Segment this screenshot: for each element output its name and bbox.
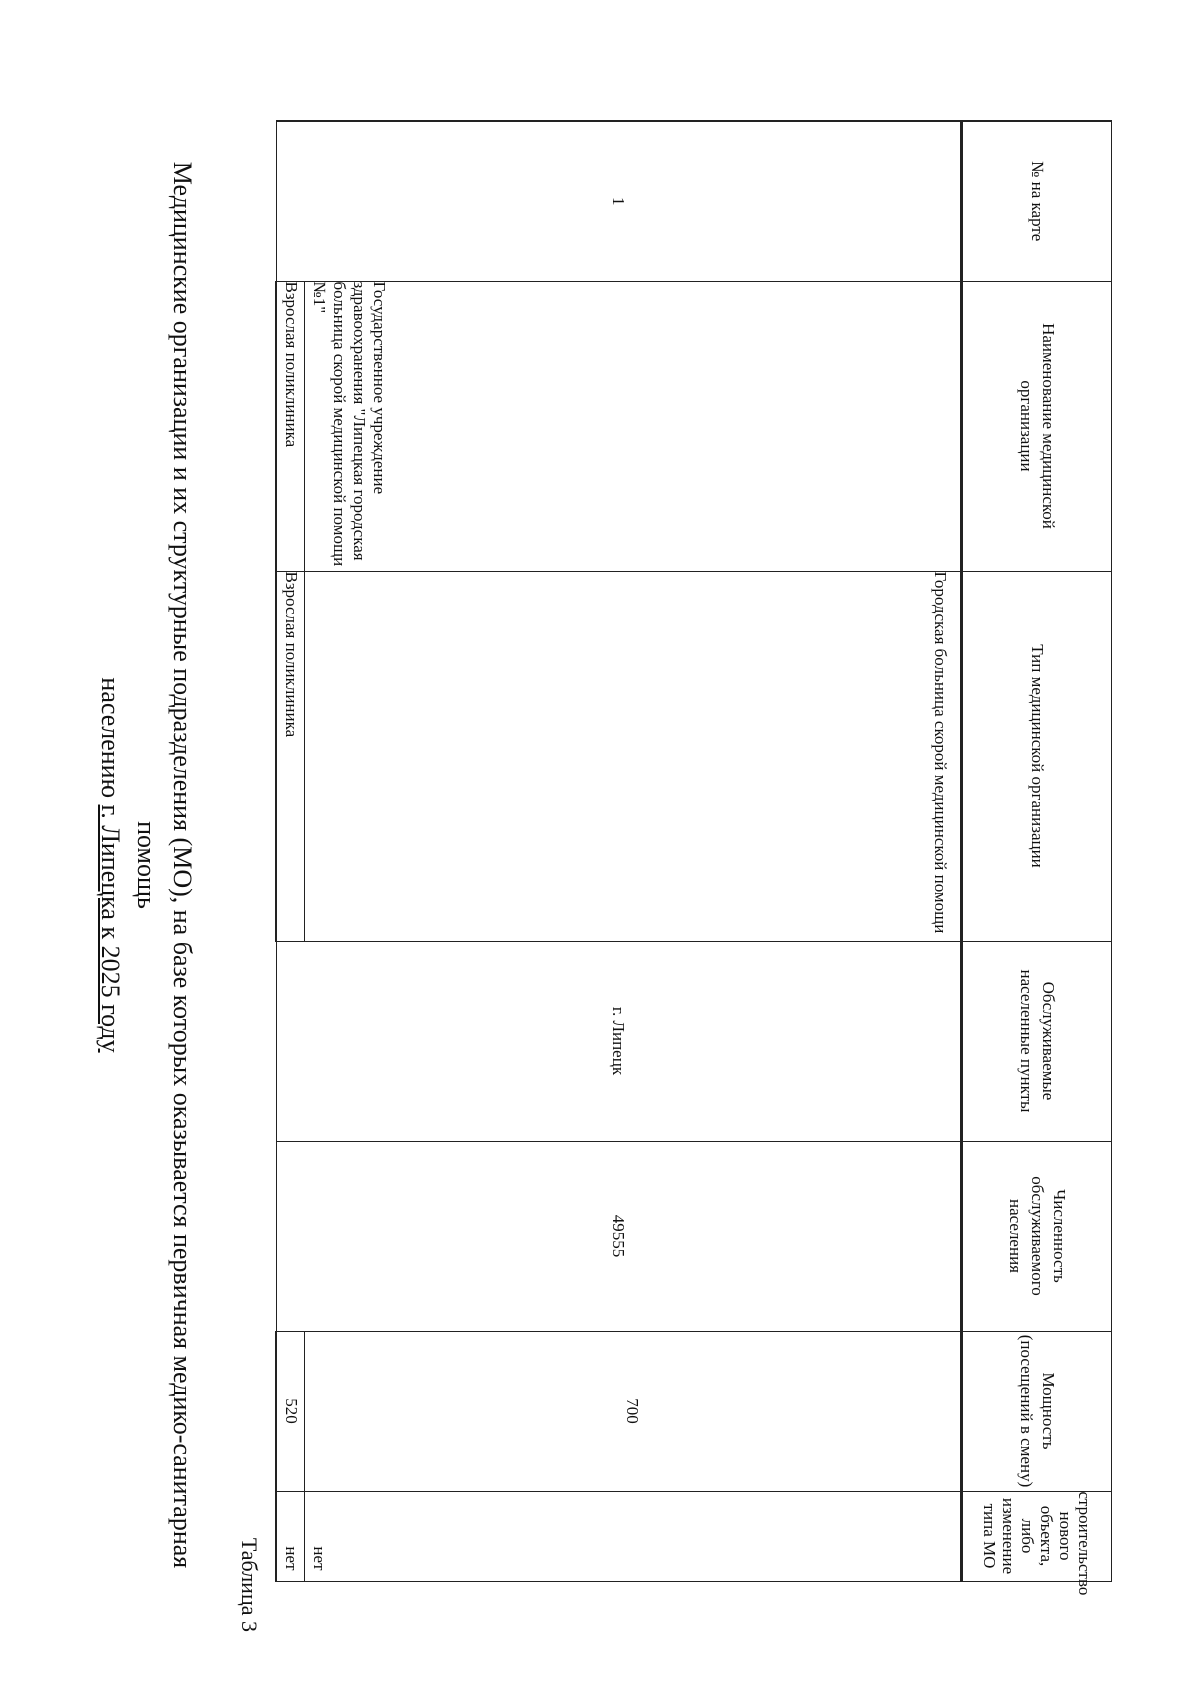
cell-org-type: Городская больница скорой медицинской помощи bbox=[305, 571, 962, 941]
col-header-org-name: Наименование медицинской организации bbox=[962, 281, 1112, 571]
cell-org-name: Государственное учреждение здравоохранения "Липецкая городская больница скорой медицинской помощи №1" bbox=[305, 281, 962, 571]
table-label: Таблица 3 bbox=[237, 1537, 262, 1632]
cell-construction: нет bbox=[305, 1491, 962, 1581]
document-heading bbox=[92, 150, 200, 1580]
table-row bbox=[277, 121, 305, 1581]
cell-map-no: 1 bbox=[277, 121, 962, 281]
col-header-population: Численность обслуживаемого населения bbox=[962, 1141, 1112, 1331]
cell-construction: нет bbox=[277, 1491, 305, 1581]
col-header-capacity: Мощность (посещений в смену) bbox=[962, 1331, 1112, 1491]
col-header-org-type: Тип медицинской организации bbox=[962, 571, 1112, 941]
cell-capacity: 520 bbox=[277, 1331, 305, 1491]
heading-line-1: Медицинские организации и их структурные подразделения (МО), на базе которых оказывается первичная медико-санитарная помощь bbox=[132, 161, 197, 1569]
table-header-row bbox=[962, 121, 1112, 1581]
col-header-map-no: № на карте bbox=[962, 121, 1112, 281]
heading-line-2 bbox=[92, 150, 128, 1580]
col-header-settlements: Обслуживаемые населенные пункты bbox=[962, 941, 1112, 1141]
table-row bbox=[305, 121, 962, 1581]
cell-org-type: Взрослая поликлиника bbox=[277, 571, 305, 941]
mo-table bbox=[276, 120, 1113, 1596]
cell-settlements: г. Липецк bbox=[277, 941, 962, 1141]
cell-capacity: 700 bbox=[305, 1331, 962, 1491]
col-header-construction: строительство нового объекта, либо изменение типа МО bbox=[962, 1491, 1112, 1581]
cell-population: 49555 bbox=[277, 1141, 962, 1331]
heading-line-2-prefix: населению bbox=[96, 677, 125, 799]
heading-line-2-underlined: г. Липецка к 2025 году bbox=[96, 804, 125, 1053]
cell-org-name: Взрослая поликлиника bbox=[277, 281, 305, 571]
